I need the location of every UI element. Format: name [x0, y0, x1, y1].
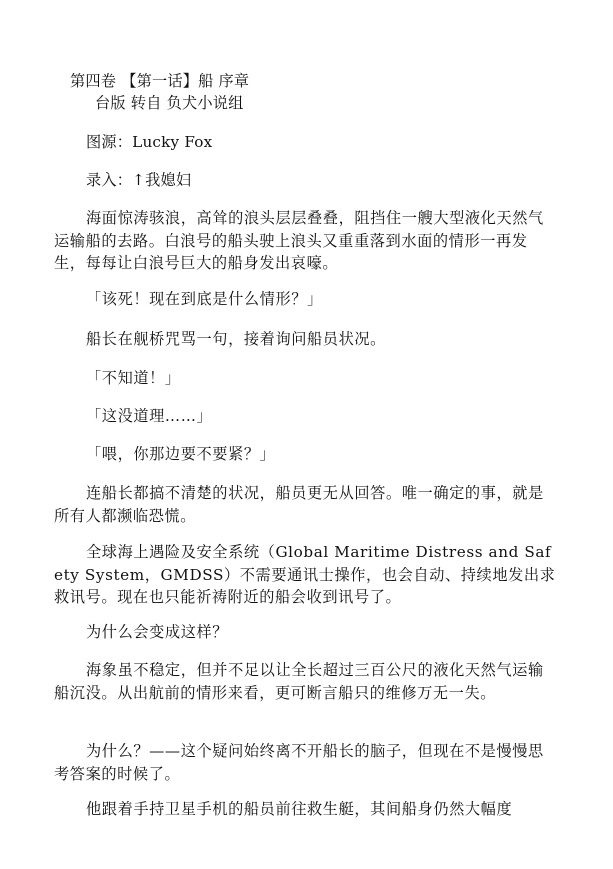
paragraph-3: 船长在舰桥咒骂一句，接着询问船员状况。: [86, 330, 386, 348]
paragraph-2: 「该死！现在到底是什么情形？」: [86, 290, 323, 308]
paragraph-11: 为什么？——这个疑问始终离不开船长的脑子，但现在不是慢慢思考答案的时候了。: [54, 742, 544, 783]
entry-credit: 录入：↑我媳妇: [86, 171, 192, 189]
paragraph-5: 「这没道理……」: [86, 407, 213, 425]
version-note: 台版 转自 负犬小说组: [95, 94, 244, 112]
paragraph-8: 全球海上遇险及安全系统（Global Maritime Distress and Safety System，GMDSS）不需要通讯士操作，也会自动、持续地发出求救讯号。现在也只能祈祷附近的船会收到讯号了。: [54, 543, 556, 606]
paragraph-12: 他跟着手持卫星手机的船员前往救生艇，其间船身仍然大幅度: [86, 800, 513, 818]
paragraph-6: 「喂，你那边要不要紧？」: [86, 445, 276, 463]
paragraph-4: 「不知道！」: [86, 369, 181, 387]
paragraph-7: 连船长都搞不清楚的状况，船员更无从回答。唯一确定的事，就是所有人都濒临恐慌。: [54, 484, 544, 525]
paragraph-10: 海象虽不稳定，但并不足以让全长超过三百公尺的液化天然气运输船沉没。从出航前的情形来看，更可断言船只的维修万无一失。: [54, 661, 544, 702]
image-source-credit: 图源：Lucky Fox: [86, 133, 213, 151]
paragraph-1: 海面惊涛骇浪，高耸的浪头层层叠叠，阻挡住一艘大型液化天然气运输船的去路。白浪号的船头驶上浪头又重重落到水面的情形一再发生，每每让白浪号巨大的船身发出哀嚎。: [54, 209, 544, 272]
chapter-title: 第四卷 【第一话】船 序章: [70, 72, 250, 90]
paragraph-9: 为什么会变成这样？: [86, 623, 229, 641]
